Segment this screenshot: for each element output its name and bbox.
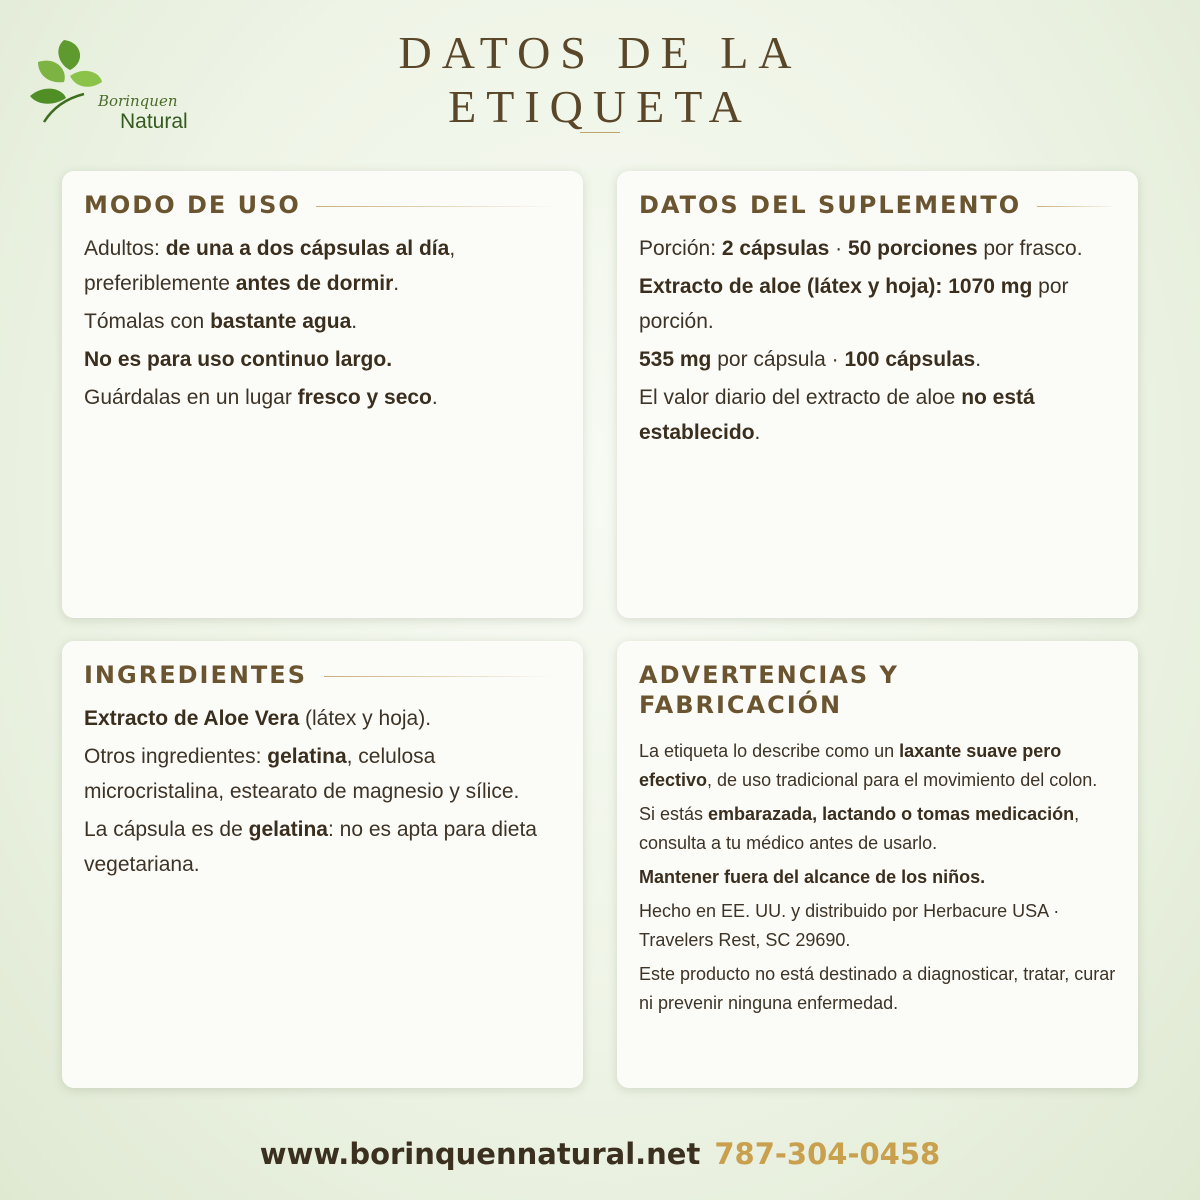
text: , celulosa microcristalina, estearato de magnesio y sílice. — [84, 745, 520, 803]
card-heading — [639, 661, 899, 719]
paragraph — [639, 231, 1118, 266]
page-title-line1: DATOS DE LA — [398, 27, 802, 78]
card-heading-line1: ADVERTENCIAS Y — [639, 661, 899, 689]
text: La etiqueta lo describe como un — [639, 741, 900, 761]
text: por porción. — [639, 275, 1069, 333]
bold-text: embarazada, lactando o tomas medicación — [708, 804, 1075, 824]
bold-text: de una a dos cápsulas al día — [165, 237, 450, 260]
card-datos-del-suplemento — [617, 171, 1138, 618]
text: , preferiblemente — [84, 237, 456, 295]
text: (látex y hoja). — [299, 707, 432, 730]
card-modo-de-uso — [62, 171, 583, 618]
text: , consulta a tu médico antes de usarlo. — [639, 804, 1080, 853]
bold-text: gelatina — [267, 745, 347, 768]
paragraph — [639, 897, 1118, 955]
card-advertencias — [617, 641, 1138, 1088]
text: , de uso tradicional para el movimiento del colon. — [707, 770, 1098, 790]
bold-text: 2 cápsulas — [721, 237, 830, 260]
paragraph — [84, 231, 563, 301]
text: : no es apta para dieta vegetariana. — [84, 818, 537, 876]
bold-text: bastante agua — [210, 310, 352, 333]
paragraph — [84, 739, 563, 809]
bold-text: 50 porciones — [847, 237, 978, 260]
text: Este producto no está destinado a diagnosticar, tratar, curar ni prevenir ninguna enfermedad. — [639, 964, 1116, 1013]
bold-text: Extracto de aloe (látex y hoja): 1070 mg — [639, 275, 1033, 298]
text: · — [829, 237, 848, 260]
card-heading: INGREDIENTES — [84, 661, 307, 689]
paragraph — [639, 800, 1118, 858]
card-heading: DATOS DEL SUPLEMENTO — [639, 191, 1022, 219]
text: por frasco. — [977, 237, 1083, 260]
page-title-line2: ETIQUETA — [448, 81, 752, 132]
text: Porción: — [639, 237, 722, 260]
heading-divider — [316, 206, 556, 207]
card-body — [639, 231, 1118, 453]
paragraph — [639, 960, 1118, 1018]
phone-number[interactable]: 787-304-0458 — [714, 1137, 941, 1171]
text: Adultos: — [84, 237, 166, 260]
paragraph — [84, 342, 563, 377]
card-body — [84, 701, 563, 885]
bold-text: laxante suave pero efectivo — [639, 741, 1062, 790]
bold-text: gelatina — [248, 818, 328, 841]
paragraph — [639, 380, 1118, 450]
text: Tómalas con — [84, 310, 211, 333]
text: . — [431, 386, 438, 409]
text: . — [754, 421, 761, 444]
paragraph — [84, 380, 563, 415]
card-body — [639, 737, 1118, 1023]
paragraph — [84, 812, 563, 882]
text: . — [351, 310, 358, 333]
text: por cápsula · — [711, 348, 845, 371]
paragraph — [639, 269, 1118, 339]
bold-text: Extracto de Aloe Vera — [84, 707, 300, 730]
text: El valor diario del extracto de aloe — [639, 386, 962, 409]
brand-logo — [24, 36, 214, 131]
page-title — [300, 26, 900, 134]
bold-text: no está establecido — [639, 386, 1035, 444]
card-heading-line2: FABRICACIÓN — [639, 691, 843, 719]
leaf-icon — [24, 36, 124, 131]
brand-name-line2: Natural — [120, 110, 188, 133]
title-divider — [580, 132, 620, 133]
text: Si estás — [639, 804, 709, 824]
heading-divider — [324, 676, 554, 677]
bold-text: Mantener fuera del alcance de los niños. — [639, 867, 986, 887]
bold-text: antes de dormir — [235, 272, 394, 295]
bold-text: No es para uso continuo largo. — [84, 348, 393, 371]
text: . — [393, 272, 400, 295]
bold-text: 100 cápsulas — [844, 348, 976, 371]
paragraph — [84, 304, 563, 339]
heading-divider — [1037, 206, 1117, 207]
paragraph — [639, 737, 1118, 795]
card-heading: MODO DE USO — [84, 191, 301, 219]
text: Guárdalas en un lugar — [84, 386, 298, 409]
bold-text: fresco y seco — [297, 386, 432, 409]
text: Otros ingredientes: — [84, 745, 268, 768]
bold-text: 535 mg — [639, 348, 712, 371]
paragraph — [84, 701, 563, 736]
text: Hecho en EE. UU. y distribuido por Herbacure USA · Travelers Rest, SC 29690. — [639, 901, 1060, 950]
card-ingredientes — [62, 641, 583, 1088]
footer-contact — [0, 1137, 1200, 1171]
paragraph — [639, 863, 1118, 892]
text: . — [975, 348, 982, 371]
website-link[interactable]: www.borinquennatural.net — [259, 1137, 701, 1171]
text: La cápsula es de — [84, 818, 249, 841]
paragraph — [639, 342, 1118, 377]
brand-name-line1: Borinquen — [98, 92, 178, 110]
card-body — [84, 231, 563, 418]
